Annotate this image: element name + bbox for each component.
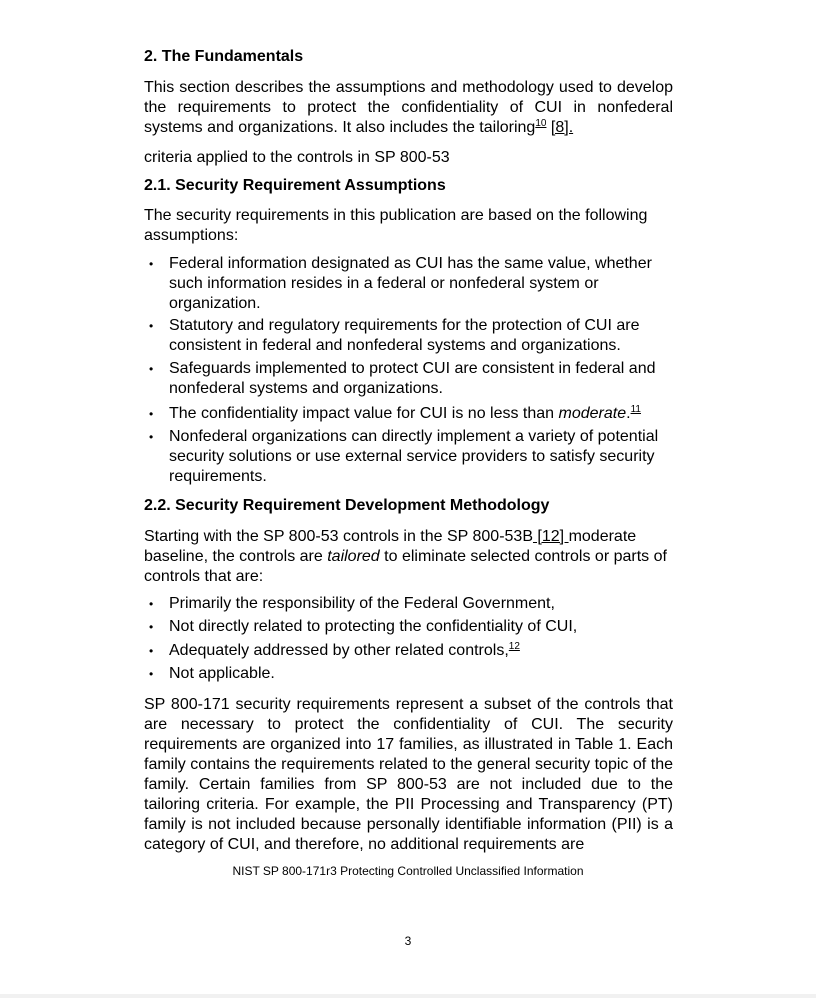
- list-item: • Federal information designated as CUI has the same value, whether such information resides in a federal or nonfederal system or organization.: [144, 254, 673, 314]
- list-item: • Statutory and regulatory requirements for the protection of CUI are consistent in federal and nonfederal systems and organizations.: [144, 316, 673, 356]
- intro-text: moderate baseline, the controls are: [144, 528, 637, 565]
- tailoring-list: [144, 594, 673, 684]
- section-2-2-heading: 2.2. Security Requirement Development Methodology: [144, 497, 550, 514]
- reference-8-link[interactable]: [8].: [550, 119, 574, 136]
- section-2-intro: [144, 78, 673, 138]
- list-item: • Primarily the responsibility of the Federal Government,: [144, 594, 673, 614]
- footer-title: NIST SP 800-171r3 Protecting Controlled Unclassified Information: [232, 864, 584, 878]
- list-item: • Not applicable.: [144, 664, 673, 684]
- intro-text: to eliminate selected controls or parts of controls that are:: [144, 548, 667, 585]
- list-item: [144, 404, 673, 424]
- intro-emphasis: tailored: [327, 548, 380, 565]
- footnote-11-link[interactable]: 11: [630, 404, 641, 415]
- section-2-intro-text: This section describes the assumptions and methodology used to develop the requirements to protect the confidentiality of CUI in nonfederal systems and organizations. It also includes the tailoring: [144, 79, 673, 136]
- item-text: The confidentiality impact value for CUI is no less than: [169, 405, 559, 422]
- section-2-1-heading: 2.1. Security Requirement Assumptions: [144, 177, 446, 194]
- list-item: • Not directly related to protecting the confidentiality of CUI,: [144, 617, 673, 637]
- section-2-heading: 2. The Fundamentals: [144, 48, 304, 65]
- intro-text: Starting with the SP 800-53 controls in the SP 800-53B: [144, 528, 533, 545]
- list-item: • Safeguards implemented to protect CUI are consistent in federal and nonfederal systems and organizations.: [144, 359, 673, 399]
- list-item: • Nonfederal organizations can directly implement a variety of potential security solutions or use external service providers to satisfy security requirements.: [144, 427, 673, 487]
- footnote-10-link[interactable]: 10: [535, 118, 547, 129]
- item-text: Adequately addressed by other related controls,: [169, 642, 509, 659]
- page-number: 3: [404, 934, 412, 948]
- footnote-12-link[interactable]: 12: [508, 641, 520, 652]
- item-emphasis: moderate: [558, 405, 627, 422]
- item-text: .: [626, 405, 631, 422]
- page-bottom-edge: [0, 994, 816, 998]
- section-2-2-closing: SP 800-171 security requirements represent a subset of the controls that are necessary to protect the confidentiality of CUI. The security requirements are organized into 17 families, as illustrated in Table 1. Each family contains the requirements related to the general security topic of the family. Certain families from SP 800-53 are not included due to the tailoring criteria. For example, the PII Processing and Transparency (PT) family is not included because personally identifiable information (PII) is a category of CUI, and therefore, no additional requirements are: [144, 696, 673, 853]
- section-2-1-intro: The security requirements in this publication are based on the following assumptions:: [144, 207, 648, 244]
- criteria-text: criteria applied to the controls in SP 800-53: [144, 149, 450, 166]
- reference-12-link[interactable]: [12]: [532, 528, 569, 545]
- assumptions-list: [144, 254, 673, 487]
- list-item: [144, 641, 673, 661]
- section-2-2-intro: [144, 527, 673, 587]
